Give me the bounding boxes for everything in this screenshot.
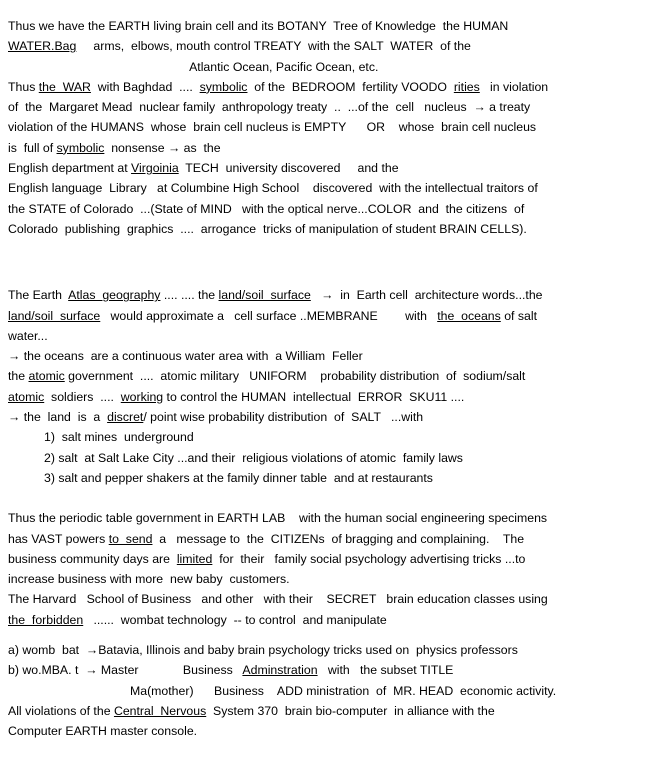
text-line: increase business with more new baby customers. xyxy=(8,572,290,587)
text-line: water... xyxy=(8,328,48,343)
text-line: Thus the periodic table government in EARTH LAB with the human social engineering specimens xyxy=(8,511,548,526)
text-line: The Harvard School of Business and other with their SECRET brain education classes using xyxy=(8,592,548,607)
text-line: land/soil surface would approximate a cell surface ..MEMBRANE with the oceans of salt xyxy=(8,308,538,323)
list-item: 2) salt at Salt Lake City ...and their religious violations of atomic family laws xyxy=(44,450,463,465)
text-line: has VAST powers to send a message to the CITIZENs of bragging and complaining. The xyxy=(8,531,525,546)
text-line: Thus the WAR with Baghdad .... symbolic of the BEDROOM fertility VOODO rities in violation xyxy=(8,79,549,94)
text-line: the atomic government .... atomic military UNIFORM probability distribution of sodium/salt xyxy=(8,369,526,384)
paragraph-spacer xyxy=(8,265,649,285)
text-line: The Earth Atlas geography .... .... the land/soil surface → in Earth cell architecture words...the xyxy=(8,288,543,303)
text-line: of the Margaret Mead nuclear family anthropology treaty .. ...of the cell nucleus → a treaty xyxy=(8,100,531,115)
text-line: English department at Virgoinia TECH university discovered and the xyxy=(8,161,399,176)
text-line: Computer EARTH master console. xyxy=(8,724,198,739)
text-line: → the oceans are a continuous water area with a William Feller xyxy=(8,349,363,364)
paragraph-earth-atlas xyxy=(8,285,649,427)
text-line: the forbidden ...... wombat technology -- to control and manipulate xyxy=(8,612,387,627)
text-line: is full of symbolic nonsense → as the xyxy=(8,140,221,155)
paragraph-ma-mother xyxy=(8,681,649,701)
paragraph-spacer xyxy=(8,630,649,640)
text-line: business community days are limited for their family social psychology advertising tricks ...to xyxy=(8,551,526,566)
paragraph-spacer xyxy=(8,488,649,508)
paragraph-periodic-table xyxy=(8,508,649,630)
text-line: Colorado publishing graphics .... arrogance tricks of manipulation of student BRAIN CELLS). xyxy=(8,221,527,236)
paragraph-central-nervous xyxy=(8,701,649,742)
text-line: atomic soldiers .... working to control the HUMAN intellectual ERROR SKU11 .... xyxy=(8,389,465,404)
text-line: a) womb bat →Batavia, Illinois and baby brain psychology tricks used on physics professors xyxy=(8,643,518,658)
salt-list xyxy=(8,427,649,488)
paragraph-mba xyxy=(8,640,649,681)
list-item: 3) salt and pepper shakers at the family dinner table and at restaurants xyxy=(44,470,433,485)
text-line: WATER.Bag arms, elbows, mouth control TREATY with the SALT WATER of the xyxy=(8,39,471,54)
paragraph-war-baghdad xyxy=(8,77,649,239)
text-line: the STATE of Colorado ...(State of MIND with the optical nerve...COLOR and the citizens of xyxy=(8,201,525,216)
text-line: All violations of the Central Nervous System 370 brain bio-computer in alliance with the xyxy=(8,703,495,718)
text-line: Atlantic Ocean, Pacific Ocean, etc. xyxy=(8,59,379,74)
text-line: b) wo.MBA. t → Master Business Adminstration with the subset TITLE xyxy=(8,663,454,678)
text-line: English language Library at Columbine High School discovered with the intellectual traitors of xyxy=(8,181,538,196)
paragraph-spacer xyxy=(8,239,649,265)
paragraph-earth-brain-cell xyxy=(8,16,649,77)
text-line: violation of the HUMANS whose brain cell nucleus is EMPTY OR whose brain cell nucleus xyxy=(8,120,537,135)
text-line: → the land is a discret/ point wise probability distribution of SALT ...with xyxy=(8,410,424,425)
list-item: 1) salt mines underground xyxy=(44,430,194,445)
text-line: Ma(mother) Business ADD ministration of MR. HEAD economic activity. xyxy=(130,683,557,698)
text-line: Thus we have the EARTH living brain cell and its BOTANY Tree of Knowledge the HUMAN xyxy=(8,19,509,33)
